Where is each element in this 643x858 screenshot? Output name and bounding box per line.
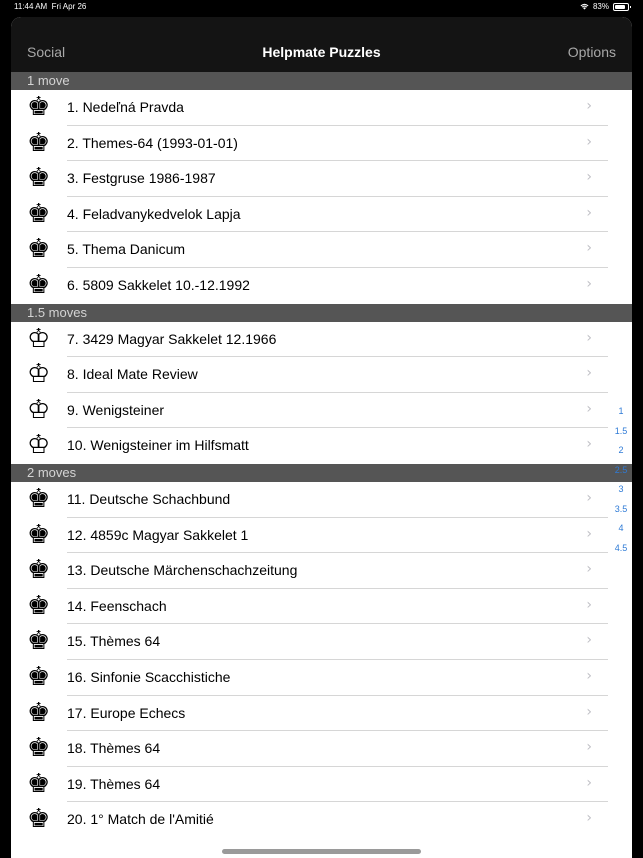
chevron-right-icon: › [586, 169, 592, 186]
chevron-right-icon: › [586, 329, 592, 346]
chevron-right-icon: › [586, 810, 592, 827]
black-king-icon: ♚ [27, 127, 51, 158]
index-item[interactable]: 4 [618, 523, 624, 533]
puzzle-label: 12. 4859c Magyar Sakkelet 1 [67, 526, 249, 543]
section-header: 2 moves [11, 464, 632, 482]
index-item[interactable]: 3 [618, 484, 624, 494]
puzzle-label: 11. Deutsche Schachbund [67, 490, 231, 507]
black-king-icon: ♚ [27, 234, 51, 265]
status-bar [0, 0, 643, 14]
puzzle-label: 19. Thèmes 64 [67, 775, 161, 792]
puzzle-label: 10. Wenigsteiner im Hilfsmatt [67, 437, 249, 454]
puzzle-label: 8. Ideal Mate Review [67, 366, 198, 383]
app-window [11, 17, 632, 858]
chevron-right-icon: › [586, 774, 592, 791]
black-king-icon: ♚ [27, 697, 51, 728]
black-king-icon: ♚ [27, 269, 51, 300]
puzzle-label: 5. Thema Danicum [67, 241, 186, 258]
chevron-right-icon: › [586, 525, 592, 542]
puzzle-label: 2. Themes-64 (1993-01-01) [67, 134, 238, 151]
white-king-icon: ♔ [27, 430, 51, 461]
chevron-right-icon: › [586, 365, 592, 382]
status-time: 11:44 AM Fri Apr 26 [14, 2, 87, 11]
chevron-right-icon: › [586, 596, 592, 613]
black-king-icon: ♚ [27, 590, 51, 621]
puzzle-row[interactable] [11, 660, 632, 696]
puzzle-row[interactable] [11, 232, 632, 268]
chevron-right-icon: › [586, 98, 592, 114]
puzzle-row[interactable] [11, 696, 632, 732]
chevron-right-icon: › [586, 275, 592, 292]
index-item[interactable]: 1 [618, 406, 624, 416]
puzzle-row[interactable] [11, 482, 632, 518]
black-king-icon: ♚ [27, 768, 51, 799]
puzzle-label: 4. Feladvanykedvelok Lapja [67, 205, 241, 222]
chevron-right-icon: › [586, 204, 592, 221]
puzzle-row[interactable] [11, 268, 632, 304]
puzzle-label: 14. Feenschach [67, 597, 167, 614]
puzzle-label: 3. Festgruse 1986-1987 [67, 170, 216, 187]
puzzle-row[interactable] [11, 161, 632, 197]
chevron-right-icon: › [586, 561, 592, 578]
black-king-icon: ♚ [27, 804, 51, 835]
chevron-right-icon: › [586, 632, 592, 649]
chevron-right-icon: › [586, 400, 592, 417]
puzzle-row[interactable] [11, 90, 632, 126]
navigation-bar [11, 17, 632, 72]
puzzle-label: 15. Thèmes 64 [67, 633, 161, 650]
puzzle-label: 20. 1° Match de l'Amitié [67, 811, 214, 828]
index-item[interactable]: 2.5 [614, 464, 628, 475]
chevron-right-icon: › [586, 667, 592, 684]
puzzle-row[interactable] [11, 731, 632, 767]
chevron-right-icon: › [586, 240, 592, 257]
puzzle-row[interactable] [11, 624, 632, 660]
chevron-right-icon: › [586, 133, 592, 150]
black-king-icon: ♚ [27, 555, 51, 586]
black-king-icon: ♚ [27, 519, 51, 550]
section-header: 1.5 moves [11, 304, 632, 322]
wifi-icon [580, 3, 589, 10]
puzzle-label: 18. Thèmes 64 [67, 740, 161, 757]
puzzle-label: 1. Nedeľná Pravda [67, 99, 184, 115]
puzzle-label: 6. 5809 Sakkelet 10.-12.1992 [67, 276, 250, 293]
black-king-icon: ♚ [27, 198, 51, 229]
puzzle-row[interactable] [11, 322, 632, 358]
puzzle-label: 17. Europe Echecs [67, 704, 186, 721]
white-king-icon: ♔ [27, 394, 51, 425]
puzzle-row[interactable] [11, 518, 632, 554]
puzzle-row[interactable] [11, 126, 632, 162]
battery-percent: 83% [592, 2, 609, 11]
chevron-right-icon: › [586, 489, 592, 506]
black-king-icon: ♚ [27, 163, 51, 194]
black-king-icon: ♚ [27, 661, 51, 692]
puzzle-label: 13. Deutsche Märchenschachzeitung [67, 562, 298, 579]
puzzle-row[interactable] [11, 589, 632, 625]
options-button[interactable]: Options [567, 44, 616, 60]
puzzle-label: 7. 3429 Magyar Sakkelet 12.1966 [67, 330, 277, 347]
index-item[interactable]: 2 [618, 445, 624, 455]
black-king-icon: ♚ [27, 92, 51, 122]
index-item[interactable]: 4.5 [614, 542, 628, 553]
chevron-right-icon: › [586, 703, 592, 720]
social-button[interactable]: Social [27, 44, 66, 60]
index-item[interactable]: 1.5 [614, 425, 628, 436]
page-title: Helpmate Puzzles [262, 44, 381, 60]
section-header: 1 move [11, 72, 632, 90]
white-king-icon: ♔ [27, 359, 51, 390]
puzzle-row[interactable] [11, 357, 632, 393]
index-item[interactable]: 3.5 [614, 503, 628, 514]
chevron-right-icon: › [586, 739, 592, 756]
battery-icon [613, 3, 629, 11]
home-indicator [222, 849, 421, 854]
puzzle-row[interactable] [11, 553, 632, 589]
puzzle-row[interactable] [11, 767, 632, 803]
puzzle-label: 9. Wenigsteiner [67, 401, 165, 418]
puzzle-row[interactable] [11, 197, 632, 233]
puzzle-label: 16. Sinfonie Scacchistiche [67, 668, 231, 685]
section-index[interactable] [611, 402, 631, 558]
status-right [580, 2, 629, 11]
black-king-icon: ♚ [27, 733, 51, 764]
white-king-icon: ♔ [27, 323, 51, 354]
black-king-icon: ♚ [27, 626, 51, 657]
puzzle-row[interactable] [11, 393, 632, 429]
black-king-icon: ♚ [27, 483, 51, 514]
chevron-right-icon: › [586, 436, 592, 453]
puzzle-list[interactable] [11, 72, 632, 838]
puzzle-row[interactable] [11, 802, 632, 838]
puzzle-row[interactable] [11, 428, 632, 464]
